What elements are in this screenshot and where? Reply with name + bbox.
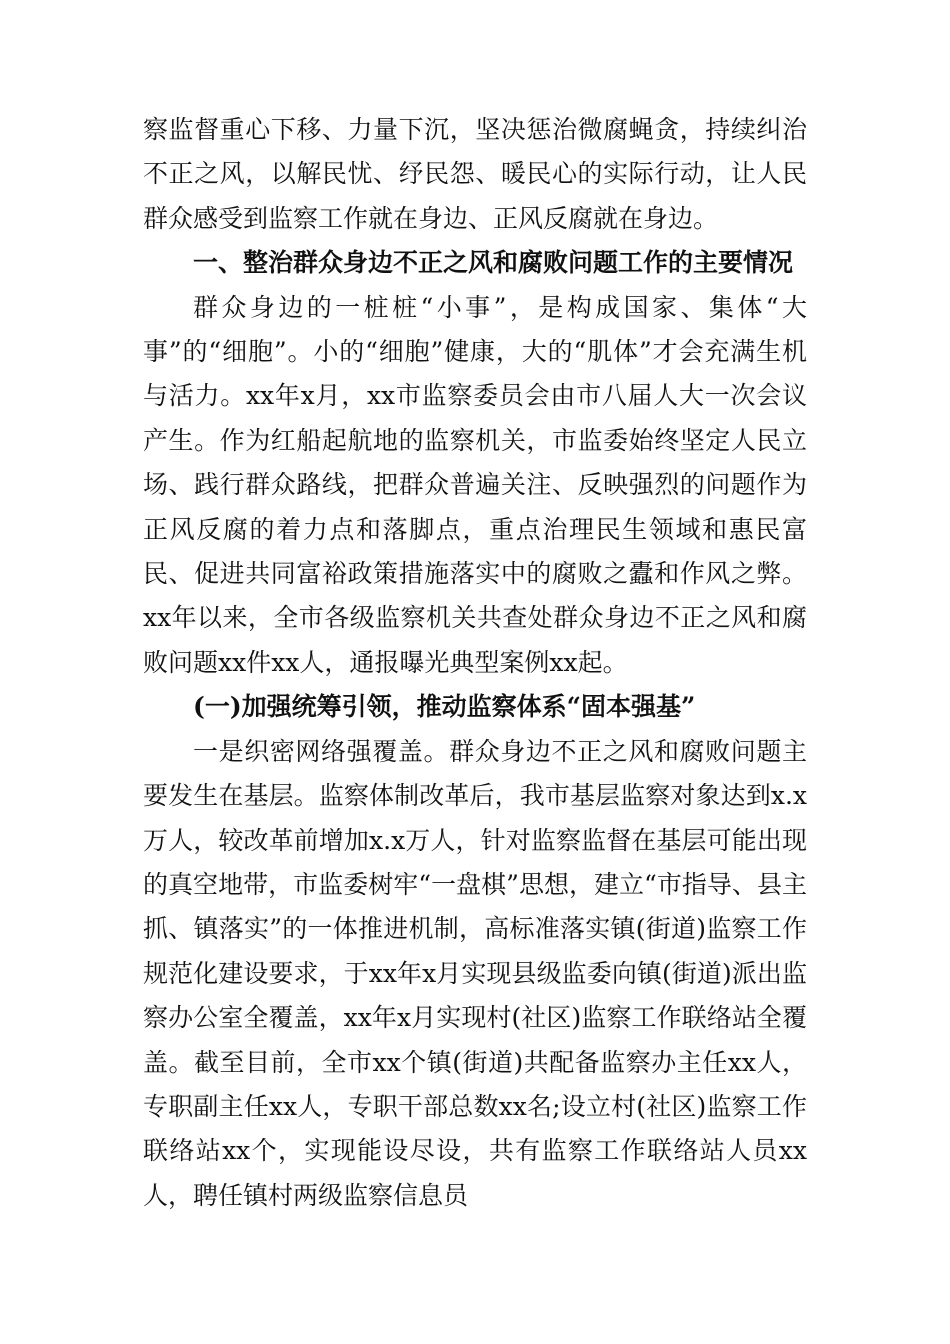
subsection-heading-1: (一)加强统筹引领，推动监察体系“固本强基” (193, 692, 696, 722)
paragraph-main-situation: 群众身边的一桩桩“小事”，是构成国家、集体“大事”的“细胞”。小的“细胞”健康，大的“肌体”才会充满生机与活力。xx年x月，xx市监察委员会由市八届人大一次会议产生。作为红船起航地的监察机关，市监委始终坚定人民立场、践行群众路线，把群众普遍关注、反映强烈的问题作为正风反腐的着力点和落脚点，重点治理民生领域和惠民富民、促进共同富裕政策措施落实中的腐败之蠹和作风之弊。xx年以来，全市各级监察机关共查处群众身边不正之风和腐败问题xx件xx人，通报曝光典型案例xx起。 (143, 292, 807, 677)
paragraph-continued-intro: 察监督重心下移、力量下沉，坚决惩治微腐蝇贪，持续纠治不正之风，以解民忧、纾民怨、暖民心的实际行动，让人民群众感受到监察工作就在身边、正风反腐就在身边。 (143, 115, 807, 233)
section-heading-1: 一、整治群众身边不正之风和腐败问题工作的主要情况 (193, 248, 794, 278)
document-body (143, 108, 807, 1218)
paragraph-network-coverage: 一是织密网络强覆盖。群众身边不正之风和腐败问题主要发生在基层。监察体制改革后，我市基层监察对象达到x.x万人，较改革前增加x.x万人，针对监察监督在基层可能出现的真空地带，市监委树牢“一盘棋”思想，建立“市指导、县主抓、镇落实”的一体推进机制，高标准落实镇(街道)监察工作规范化建设要求，于xx年x月实现县级监委向镇(街道)派出监察办公室全覆盖，xx年x月实现村(社区)监察工作联络站全覆盖。截至目前，全市xx个镇(街道)共配备监察办主任xx人，专职副主任xx人，专职干部总数xx名;设立村(社区)监察工作联络站xx个，实现能设尽设，共有监察工作联络站人员xx人，聘任镇村两级监察信息员 (143, 736, 807, 1210)
